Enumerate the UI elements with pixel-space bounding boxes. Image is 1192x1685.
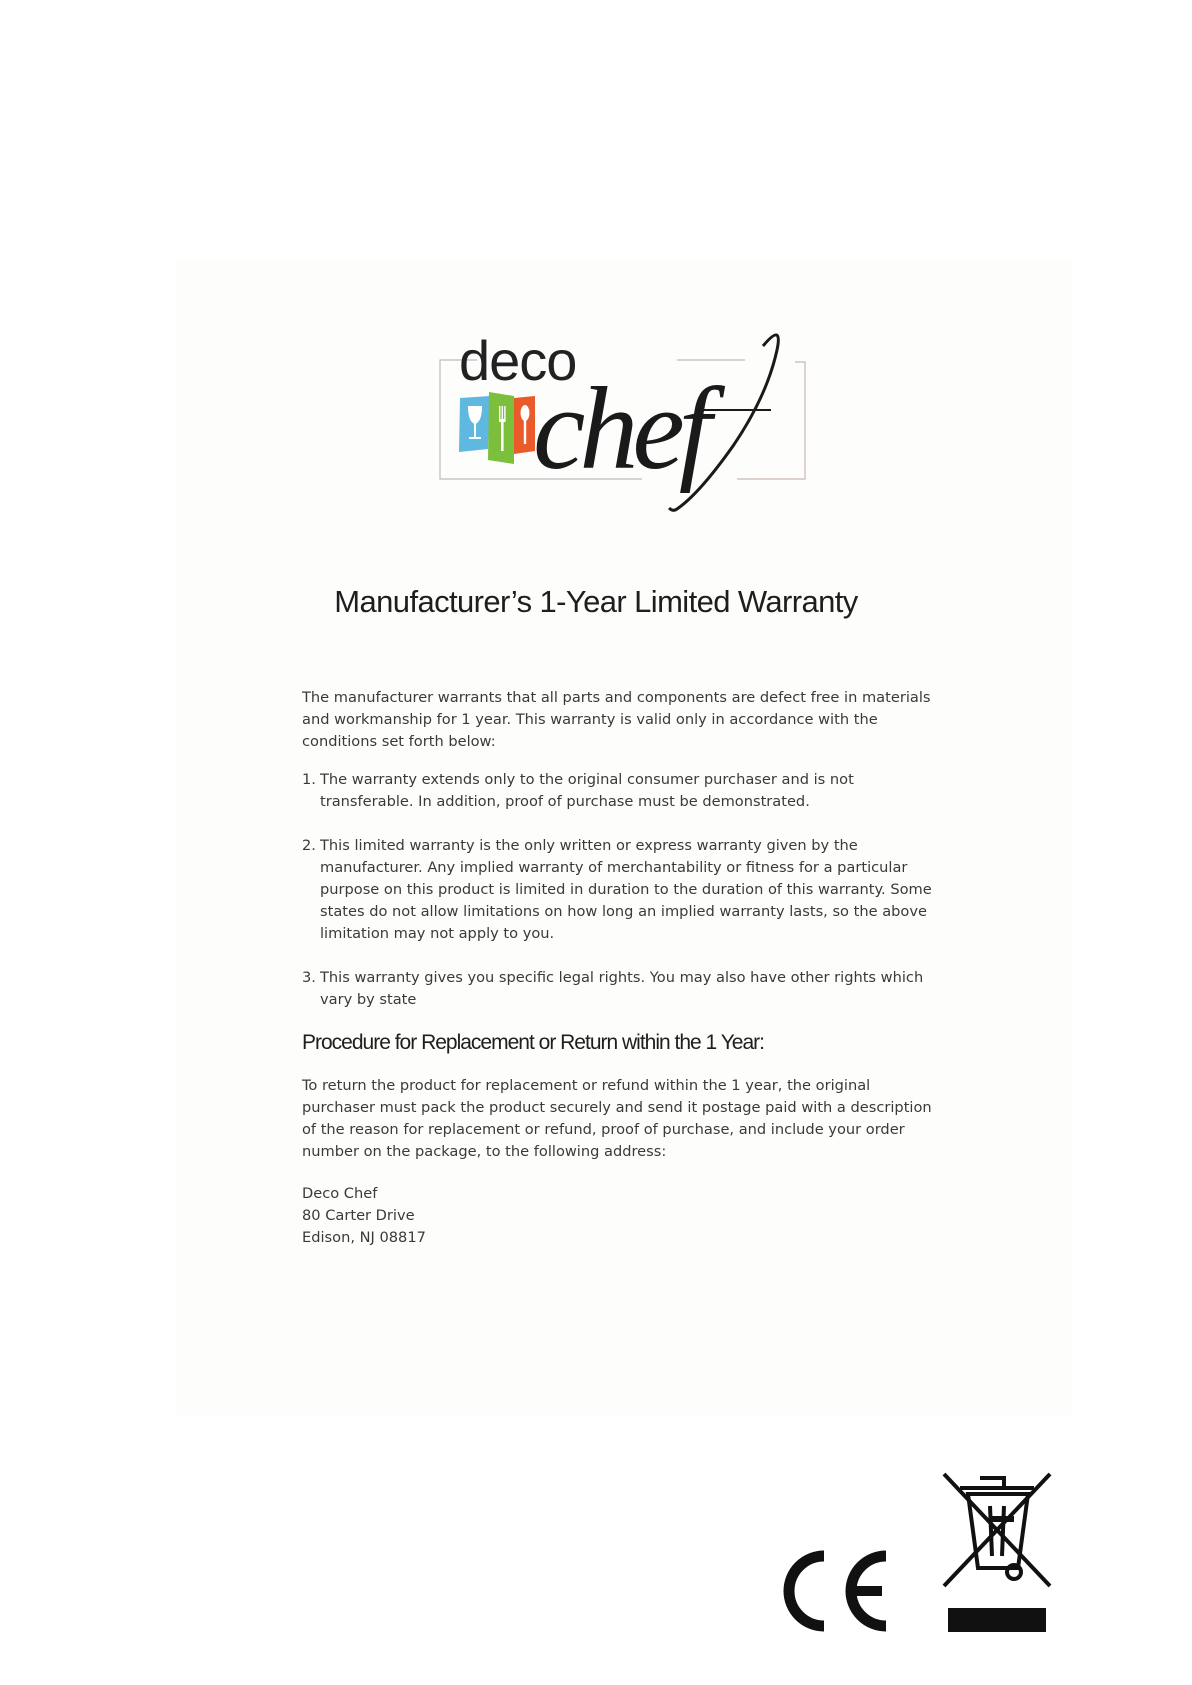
logo-chef-text: chef: [533, 363, 706, 494]
address-city: Edison, NJ 08817: [302, 1229, 426, 1246]
list-item: [302, 967, 942, 1011]
crossed-bin-icon: [940, 1472, 1054, 1634]
list-item-text: This warranty gives you specific legal rights. You may also have other rights which vary by state: [320, 969, 924, 1008]
ce-mark-icon: [776, 1550, 892, 1632]
deco-chef-logo: [437, 326, 817, 514]
intro-paragraph: The manufacturer warrants that all parts and components are defect free in materials and workmanship for 1 year. This warranty is valid only in accordance with the conditions set forth below:: [302, 689, 931, 750]
procedure-paragraph: To return the product for replacement or refund within the 1 year, the original purchaser must pack the product securely and send it postage paid with a description of the reason for replacement or refund, proof of purchase, and include your order number on the package, to the following address:: [302, 1077, 932, 1160]
logo-tiles: [459, 392, 535, 464]
return-address: [302, 1183, 942, 1249]
conditions-list: [302, 769, 942, 1033]
list-item-text: The warranty extends only to the original consumer purchaser and is not transferable. In addition, proof of purchase must be demonstrated.: [320, 771, 854, 810]
address-name: Deco Chef: [302, 1185, 378, 1202]
list-item-number: 3.: [302, 969, 316, 986]
procedure-heading: Procedure for Replacement or Return within the 1 Year:: [302, 1031, 764, 1054]
list-item: [302, 835, 942, 945]
page-title: Manufacturer’s 1-Year Limited Warranty: [334, 584, 858, 619]
list-item: [302, 769, 942, 813]
address-street: 80 Carter Drive: [302, 1207, 415, 1224]
list-item-number: 1.: [302, 771, 316, 788]
list-item-number: 2.: [302, 837, 316, 854]
list-item-text: This limited warranty is the only written or express warranty given by the manufacturer. Any implied warranty of merchantability or fitness for a particular purpose on this product is limited in duration to the duration of this warranty. Some states do not allow limitations on how long an implied warranty lasts, so the above limitation may not apply to you.: [320, 837, 932, 942]
logo-deco-text: deco: [459, 329, 577, 392]
